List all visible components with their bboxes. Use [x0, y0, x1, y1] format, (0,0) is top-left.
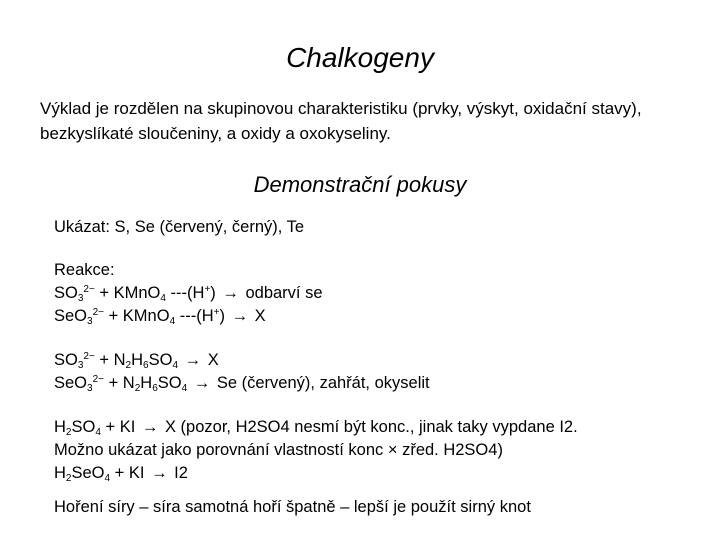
reaction-1: $SO_3^{2-}$ + KMnO$_4$ ---(H+) → odbarví se: [54, 284, 323, 304]
arrow-icon: →: [184, 351, 202, 369]
reaction-2: SeO$_3^{2-}$ + KMnO$_4$ ---(H+) → X: [54, 307, 266, 327]
arrow-icon: →: [231, 307, 249, 325]
intro-paragraph: [40, 96, 642, 146]
reaction-1-result: odbarví se: [245, 284, 323, 302]
show-line: Ukázat: S, Se (červený, černý), Te: [54, 218, 305, 236]
reaction-7: $H_2SeO_4$ + KI → I2: [54, 464, 188, 484]
intro-line-1: Výklad je rozdělen na skupinovou charakteristiku (prvky, výskyt, oxidační stavy),: [40, 99, 642, 118]
reaction-7-result: I2: [174, 464, 188, 482]
arrow-icon: →: [141, 418, 159, 436]
arrow-icon: →: [222, 284, 239, 302]
section-subtitle: Demonstrační pokusy: [253, 172, 467, 197]
page-title: Chalkogeny: [286, 42, 434, 73]
reaction-2-result: X: [254, 307, 266, 325]
reactions-label: Reakce:: [54, 261, 115, 279]
reaction-4: $SeO_3^{2-} + N_2H_6SO_4 \to Se$ (červený), zahřát, okyselit: [54, 374, 430, 394]
arrow-icon: →: [151, 464, 168, 482]
reaction-5: $H_2SO_4$ + KI → X (pozor, H2SO4 nesmí být konc., jinak taky vypdane I2.: [54, 418, 578, 438]
arrow-icon: →: [193, 374, 211, 392]
reaction-5-result: X (pozor, H2SO4 nesmí být konc., jinak taky vypdane I2.: [164, 418, 578, 436]
reaction-3-result: X: [207, 351, 219, 369]
reaction-4-result: Se (červený), zahřát, okyselit: [216, 374, 430, 392]
reaction-6: Možno ukázat jako porovnání vlastností konc × zřed. H2SO4): [54, 441, 503, 459]
reaction-3: $SO_3^{2-} + N_2H_6SO_4 \to X$: [54, 351, 219, 371]
last-line: Hoření síry – síra samotná hoří špatně – lepší je použít sirný knot: [54, 498, 531, 516]
intro-line-2: bezkyslíkaté sloučeniny, a oxidy a oxokyseliny.: [40, 124, 391, 143]
